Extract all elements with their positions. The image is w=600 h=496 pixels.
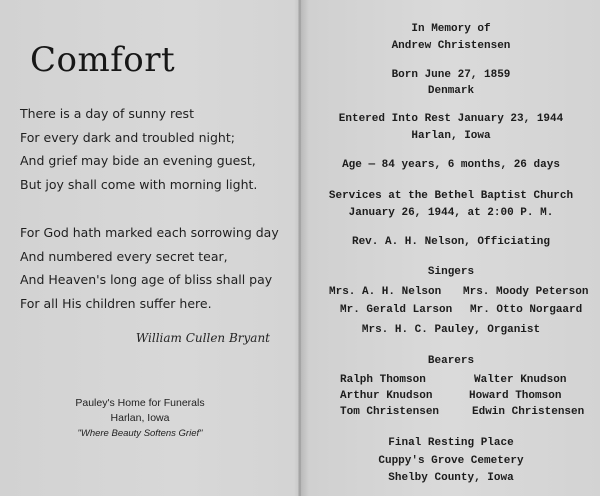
deceased-name: Andrew Christensen xyxy=(391,40,511,52)
poem-line: There is a day of sunny rest xyxy=(20,106,194,121)
organist: Mrs. H. C. Pauley, Organist xyxy=(361,324,541,336)
singers-heading: Singers xyxy=(427,266,475,278)
left-page xyxy=(0,0,298,496)
singer-name: Mr. Gerald Larson xyxy=(340,304,453,316)
funeral-home-name: Pauley's Home for Funerals xyxy=(75,397,205,409)
bearer-name: Arthur Knudson xyxy=(340,390,433,402)
poem-title: Comfort xyxy=(30,40,176,80)
services-line: Services at the Bethel Baptist Church xyxy=(328,190,574,202)
poem-line: But joy shall come with morning light. xyxy=(20,176,258,192)
poem-line: For all His children suffer here. xyxy=(20,295,212,311)
funeral-home-location: Harlan, Iowa xyxy=(110,412,170,424)
county-line: Shelby County, Iowa xyxy=(388,472,514,484)
poem-line: For God hath marked each sorrowing day xyxy=(20,225,279,240)
poem-line: And Heaven's long age of bliss shall pay xyxy=(20,272,273,287)
age-line: Age — 84 years, 6 months, 26 days xyxy=(342,159,560,171)
memory-heading: In Memory of xyxy=(411,23,491,35)
poem-author-signature: William Cullen Bryant xyxy=(135,331,270,345)
birthplace: Denmark xyxy=(427,85,475,97)
funeral-home-block xyxy=(20,396,260,441)
singer-name: Mrs. Moody Peterson xyxy=(463,286,589,298)
poem-line: And grief may bide an evening guest, xyxy=(20,153,256,168)
poem-line: For every dark and troubled night; xyxy=(20,129,235,145)
bearer-name: Walter Knudson xyxy=(474,374,567,386)
bearer-name: Edwin Christensen xyxy=(472,406,585,418)
birth-date: Born June 27, 1859 xyxy=(391,69,511,81)
death-date: Entered Into Rest January 23, 1944 xyxy=(338,113,564,125)
officiant: Rev. A. H. Nelson, Officiating xyxy=(351,236,551,248)
service-date: January 26, 1944, at 2:00 P. M. xyxy=(348,207,554,219)
bearers-heading: Bearers xyxy=(427,355,475,367)
singer-name: Mrs. A. H. Nelson xyxy=(329,286,442,298)
poem-stanza-1 xyxy=(20,102,257,196)
resting-place-heading: Final Resting Place xyxy=(388,437,514,449)
bearer-name: Ralph Thomson xyxy=(340,374,426,386)
funeral-home-motto: "Where Beauty Softens Grief" xyxy=(77,428,203,439)
cemetery-name: Cuppy's Grove Cemetery xyxy=(378,455,524,467)
poem-line: And numbered every secret tear, xyxy=(20,248,228,264)
bearer-name: Howard Thomson xyxy=(469,390,562,402)
death-place: Harlan, Iowa xyxy=(411,130,491,142)
singer-name: Mr. Otto Norgaard xyxy=(470,304,583,316)
poem-stanza-2 xyxy=(20,221,279,315)
bearer-name: Tom Christensen xyxy=(340,406,440,418)
right-page xyxy=(302,0,600,496)
